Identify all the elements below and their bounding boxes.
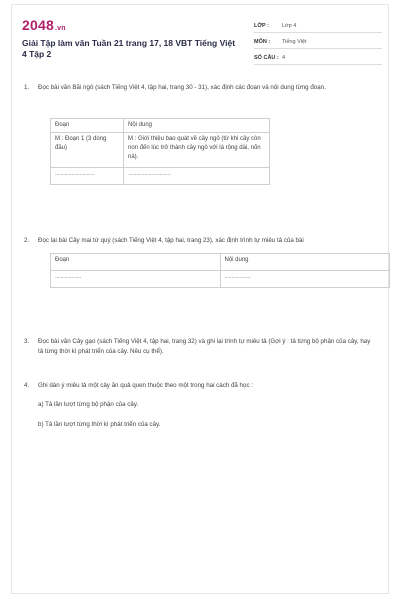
table-header: Đoạn	[51, 119, 124, 133]
table-cell: M : Giới thiệu bao quát về cây ngô (từ khi cây còn non đến lúc trở thành cây ngô với lá rộng dài, nõn nà).	[124, 133, 270, 168]
meta-value: Tiếng Việt	[282, 38, 307, 45]
table-cell-blank[interactable]: ...............................	[124, 168, 270, 185]
table-cell-blank[interactable]: ...................	[51, 271, 221, 288]
question-text: Đọc bài văn Cây gạo (sách Tiếng Việt 4, tập hai, trang 32) và ghi lại trình tự miêu tả (Gợi ý : tả từng bộ phận của cây, hay tả từng thời kì phát triển của cây. Nêu cụ thể).	[38, 338, 371, 355]
logo-text: 2048	[22, 17, 54, 33]
question-number: 1.	[24, 84, 30, 91]
answer-table-1	[50, 118, 270, 185]
meta-label: LỚP :	[254, 22, 269, 29]
meta-row-subject	[254, 35, 382, 49]
meta-label: SỐ CÂU :	[254, 54, 279, 61]
question-2	[24, 236, 376, 246]
answer-table-2	[50, 253, 390, 288]
table-row	[51, 133, 270, 168]
question-number: 4.	[24, 382, 30, 389]
meta-label: MÔN :	[254, 38, 271, 45]
worksheet-page	[11, 4, 389, 594]
table-header: Đoạn	[51, 254, 221, 271]
question-text: Đọc bài văn Bãi ngô (sách Tiếng Việt 4, tập hai, trang 30 - 31), xác định các đoạn và nội dung từng đoạn.	[38, 84, 326, 91]
table-cell: M : Đoạn 1 (3 dòng đầu)	[51, 133, 124, 168]
table-row	[51, 168, 270, 185]
table-row	[51, 271, 390, 288]
table-header-row	[51, 119, 270, 133]
meta-row-class	[254, 19, 382, 33]
table-cell-blank[interactable]: ...................	[220, 271, 390, 288]
meta-info	[254, 19, 382, 67]
meta-row-count	[254, 51, 382, 65]
question-number: 2.	[24, 237, 30, 244]
table-header: Nội dung	[220, 254, 390, 271]
site-logo[interactable]	[22, 17, 66, 33]
table-header-row	[51, 254, 390, 271]
table-cell-blank[interactable]: .............................	[51, 168, 124, 185]
question-text: Ghi dàn ý miêu tả một cây ăn quả quen thuộc theo một trong hai cách đã học :	[38, 382, 253, 389]
q4-option-a: a) Tả lần lượt từng bộ phận của cây.	[38, 401, 139, 408]
question-number: 3.	[24, 338, 30, 345]
question-text: Đọc lại bài Cây mai tứ quý (sách Tiếng Việt 4, tập hai, trang 23), xác định trình tự miêu tả của bài	[38, 237, 304, 244]
meta-value: Lớp 4	[282, 22, 297, 29]
question-4	[24, 381, 376, 391]
meta-value: 4	[282, 54, 286, 61]
q4-option-b: b) Tả lần lượt từng thời kì phát triển của cây.	[38, 421, 161, 428]
logo-suffix: .vn	[54, 25, 66, 32]
question-1	[24, 83, 376, 93]
page-title: Giải Tập làm văn Tuần 21 trang 17, 18 VBT Tiếng Việt 4 Tập 2	[22, 38, 236, 59]
question-3	[24, 337, 376, 357]
page-header	[22, 17, 380, 65]
table-header: Nội dung	[124, 119, 270, 133]
